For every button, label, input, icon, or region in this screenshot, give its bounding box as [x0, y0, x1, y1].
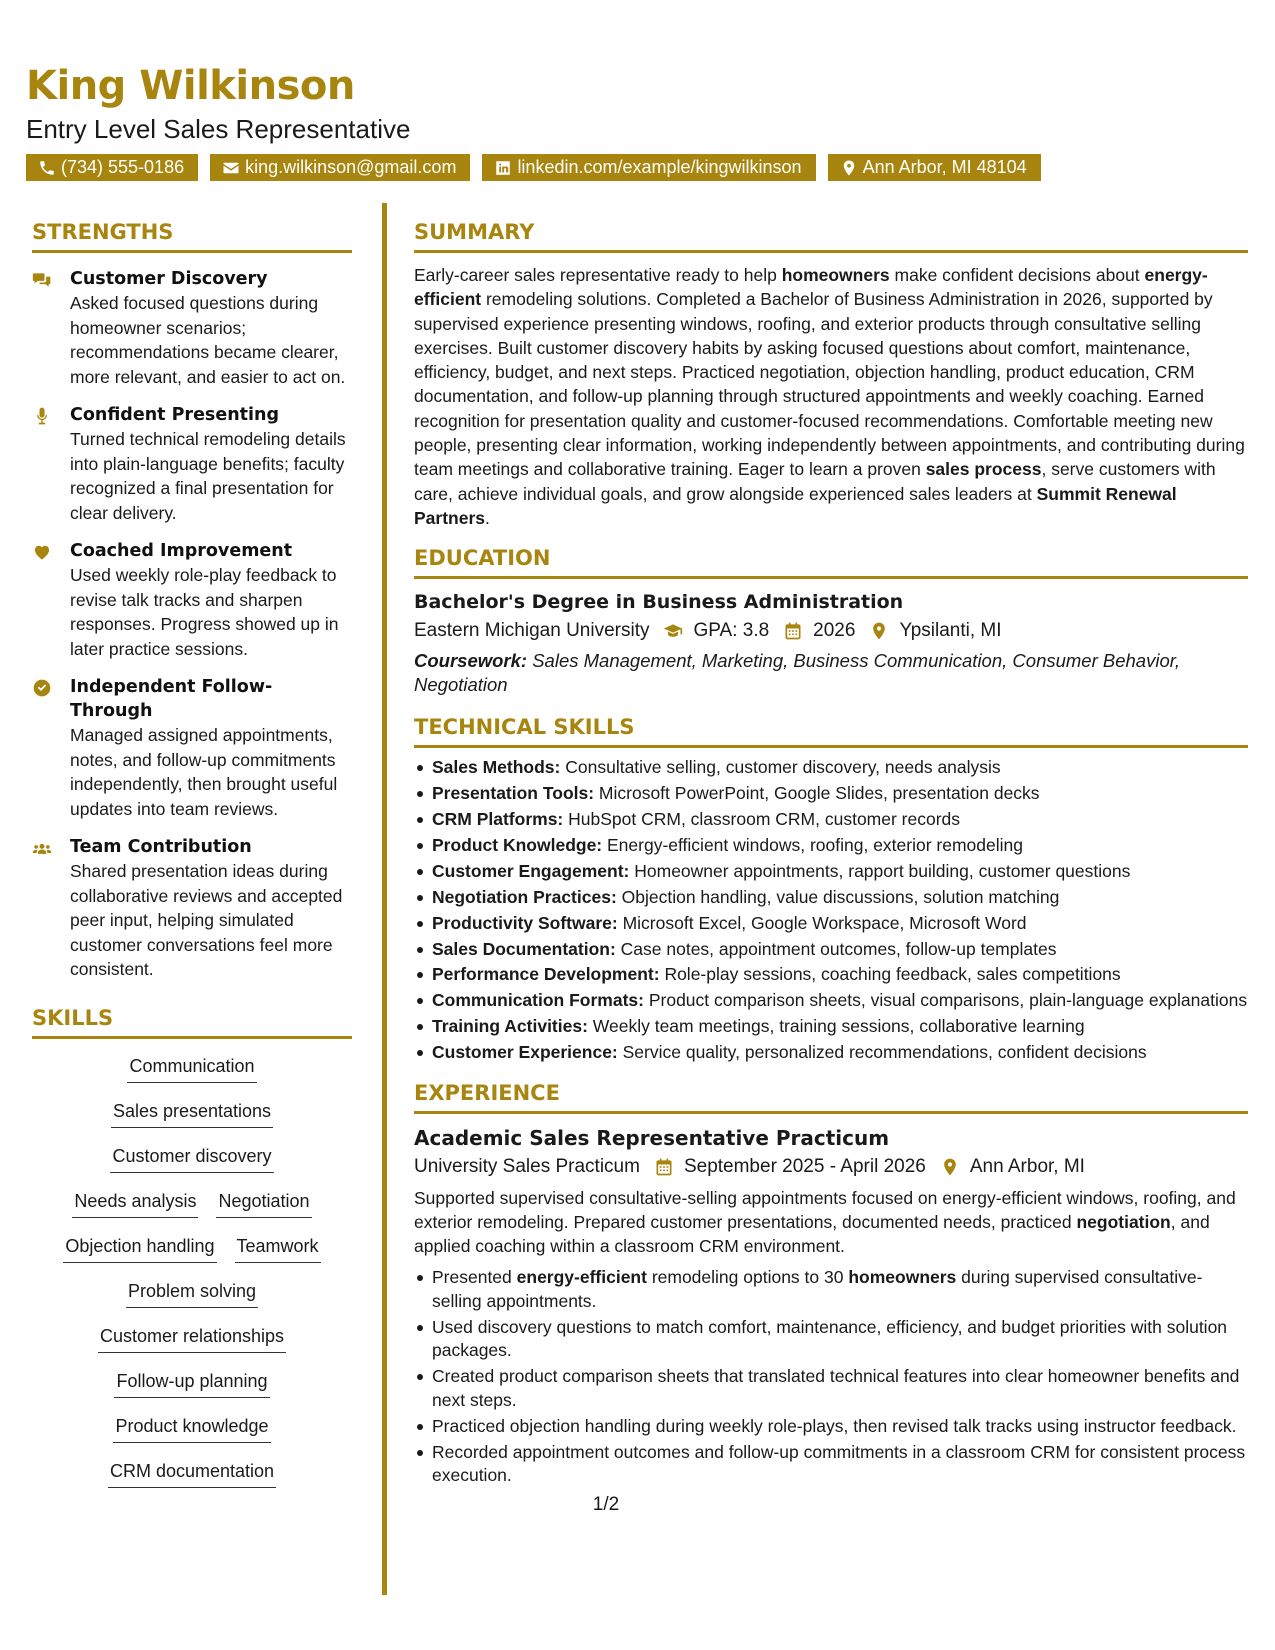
resume-header: [26, 62, 1256, 181]
job-dates: September 2025 - April 2026: [683, 1155, 926, 1177]
page-number: 1/2: [592, 1494, 620, 1515]
team-icon: [32, 838, 52, 858]
technical-skill-item: Sales Methods: Consultative selling, customer discovery, needs analysis: [414, 756, 1248, 780]
technical-skill-item: Customer Experience: Service quality, personalized recommendations, confident decisions: [414, 1041, 1248, 1065]
education-heading: EDUCATION: [414, 544, 1248, 579]
contact-email[interactable]: [210, 154, 470, 181]
job-bullet: Recorded appointment outcomes and follow-up commitments in a classroom CRM for consistent process execution.: [414, 1441, 1248, 1488]
check-circle-icon: [32, 678, 52, 698]
skill-tag: Product knowledge: [113, 1413, 270, 1443]
skill-tag: Customer relationships: [98, 1323, 286, 1353]
job-meta: [414, 1152, 1248, 1182]
strength-title: Team Contribution: [70, 837, 252, 857]
skill-tag: Teamwork: [235, 1233, 321, 1263]
skill-tag: Follow-up planning: [114, 1368, 269, 1398]
skill-tag: Objection handling: [63, 1233, 216, 1263]
job-bullet: Created product comparison sheets that translated technical features into clear homeowner benefits and next steps.: [414, 1365, 1248, 1412]
contact-bar: [26, 154, 1256, 181]
location-text: Ann Arbor, MI 48104: [862, 157, 1027, 177]
phone-text: (734) 555-0186: [61, 157, 185, 177]
job-bullets: [414, 1266, 1248, 1487]
technical-skill-item: Negotiation Practices: Objection handling, value discussions, solution matching: [414, 886, 1248, 910]
job-location: Ann Arbor, MI: [969, 1155, 1085, 1177]
summary-heading: SUMMARY: [414, 218, 1248, 253]
heart-icon: [32, 542, 52, 562]
strength-item: [32, 539, 352, 661]
job-title: Academic Sales Representative Practicum: [414, 1125, 890, 1150]
skills-heading: SKILLS: [32, 1004, 352, 1039]
skill-tag: CRM documentation: [108, 1458, 276, 1488]
technical-skill-item: Product Knowledge: Energy-efficient windows, roofing, exterior remodeling: [414, 834, 1248, 858]
strength-item: [32, 267, 352, 389]
graduation-year: 2026: [813, 620, 856, 642]
job-bullet: Used discovery questions to match comfort, maintenance, efficiency, and budget priorities with solution packages.: [414, 1316, 1248, 1363]
right-column: [414, 218, 1248, 1490]
skill-tag: Needs analysis: [72, 1188, 198, 1218]
skill-tag: Communication: [127, 1053, 256, 1083]
strength-title: Coached Improvement: [70, 541, 293, 561]
skill-tag: Problem solving: [126, 1278, 258, 1308]
contact-linkedin[interactable]: [482, 154, 815, 181]
chat-bubbles-icon: [32, 270, 52, 290]
strength-title: Independent Follow-Through: [70, 677, 273, 721]
candidate-title: Entry Level Sales Representative: [26, 114, 411, 144]
technical-skills-heading: TECHNICAL SKILLS: [414, 713, 1248, 748]
phone-icon: [38, 159, 56, 177]
contact-phone[interactable]: [26, 154, 198, 181]
job-bullet: Presented energy-efficient remodeling options to 30 homeowners during supervised consultative-selling appointments.: [414, 1266, 1248, 1313]
job-bullet: Practiced objection handling during weekly role-plays, then revised talk tracks using instructor feedback.: [414, 1415, 1248, 1439]
technical-skill-item: Presentation Tools: Microsoft PowerPoint, Google Slides, presentation decks: [414, 782, 1248, 806]
map-pin-icon: [940, 1157, 960, 1177]
job-description: Supported supervised consultative-selling appointments focused on energy-efficient windows, roofing, and exterior remodeling. Prepared customer presentations, documented needs, practiced negotiation, and applied coaching within a classroom CRM environment.: [414, 1187, 1236, 1257]
technical-skill-item: Communication Formats: Product comparison sheets, visual comparisons, plain-language explanations: [414, 989, 1248, 1013]
map-pin-icon: [840, 159, 858, 177]
summary-text: Early-career sales representative ready to help homeowners make confident decisions about energy-efficient remodeling solutions. Completed a Bachelor of Business Administration in 2026, supported by supervised experience presenting windows, roofing, and exterior products through consultative selling exercises. Built customer discovery habits by asking focused questions about comfort, maintenance, efficiency, budget, and next steps. Practiced negotiation, objection handling, product education, CRM documentation, and follow-up planning through structured appointments and weekly coaching. Earned recognition for presentation quality and customer-focused recommendations. Comfortable meeting new people, presenting clear information, working independently between appointments, and contributing during team meetings and collaborative training. Eager to learn a proven sales process, serve customers with care, achieve individual goals, and grow alongside experienced sales leaders at Summit Renewal Partners.: [414, 265, 1245, 528]
technical-skill-item: Training Activities: Weekly team meetings, training sessions, collaborative learning: [414, 1015, 1248, 1039]
strength-text: Asked focused questions during homeowner scenarios; recommendations became clearer, more relevant, and easier to act on.: [70, 293, 346, 387]
strength-title: Customer Discovery: [70, 269, 268, 289]
technical-skill-item: Sales Documentation: Case notes, appointment outcomes, follow-up templates: [414, 938, 1248, 962]
calendar-icon: [783, 621, 803, 641]
strength-title: Confident Presenting: [70, 405, 280, 425]
strength-item: [32, 675, 352, 821]
coursework: Coursework: Sales Management, Marketing, Business Communication, Consumer Behavior, Negotiation: [414, 650, 1181, 696]
education-meta: [414, 616, 1248, 646]
email-text: king.wilkinson@gmail.com: [245, 157, 457, 177]
strength-item: [32, 403, 352, 525]
map-pin-icon: [869, 621, 889, 641]
skill-tag: Customer discovery: [110, 1143, 273, 1173]
technical-skill-item: CRM Platforms: HubSpot CRM, classroom CRM, customer records: [414, 808, 1248, 832]
degree-title: Bachelor's Degree in Business Administration: [414, 591, 904, 614]
envelope-icon: [222, 159, 240, 177]
strength-text: Managed assigned appointments, notes, and follow-up commitments independently, then brought useful updates into team reviews.: [70, 725, 338, 819]
skills-list: [32, 1053, 352, 1503]
candidate-name: King Wilkinson: [26, 63, 355, 109]
microphone-icon: [32, 406, 52, 426]
calendar-icon: [654, 1157, 674, 1177]
skill-tag: Sales presentations: [111, 1098, 273, 1128]
technical-skill-item: Performance Development: Role-play sessions, coaching feedback, sales competitions: [414, 963, 1248, 987]
strength-item: [32, 835, 352, 982]
school-name: Eastern Michigan University: [414, 620, 650, 642]
linkedin-text: linkedin.com/example/kingwilkinson: [517, 157, 802, 177]
linkedin-icon: [494, 159, 512, 177]
strength-text: Shared presentation ideas during collaborative reviews and accepted peer input, helping simulated customer conversations feel more consistent.: [70, 861, 343, 979]
left-column: [32, 218, 352, 1503]
organization: University Sales Practicum: [414, 1155, 640, 1177]
school-location: Ypsilanti, MI: [899, 620, 1002, 642]
contact-location: [828, 154, 1041, 181]
strength-text: Used weekly role-play feedback to revise talk tracks and sharpen responses. Progress showed up in later practice sessions.: [70, 565, 339, 659]
column-divider: [382, 203, 387, 1595]
skill-tag: Negotiation: [216, 1188, 311, 1218]
graduation-cap-icon: [663, 621, 683, 641]
technical-skill-item: Productivity Software: Microsoft Excel, Google Workspace, Microsoft Word: [414, 912, 1248, 936]
technical-skills-list: [414, 756, 1248, 1064]
technical-skill-item: Customer Engagement: Homeowner appointments, rapport building, customer questions: [414, 860, 1248, 884]
gpa-text: GPA: 3.8: [693, 620, 770, 642]
strengths-heading: STRENGTHS: [32, 218, 352, 253]
experience-heading: EXPERIENCE: [414, 1079, 1248, 1114]
strength-text: Turned technical remodeling details into plain-language benefits; faculty recognized a final presentation for clear delivery.: [70, 429, 346, 523]
